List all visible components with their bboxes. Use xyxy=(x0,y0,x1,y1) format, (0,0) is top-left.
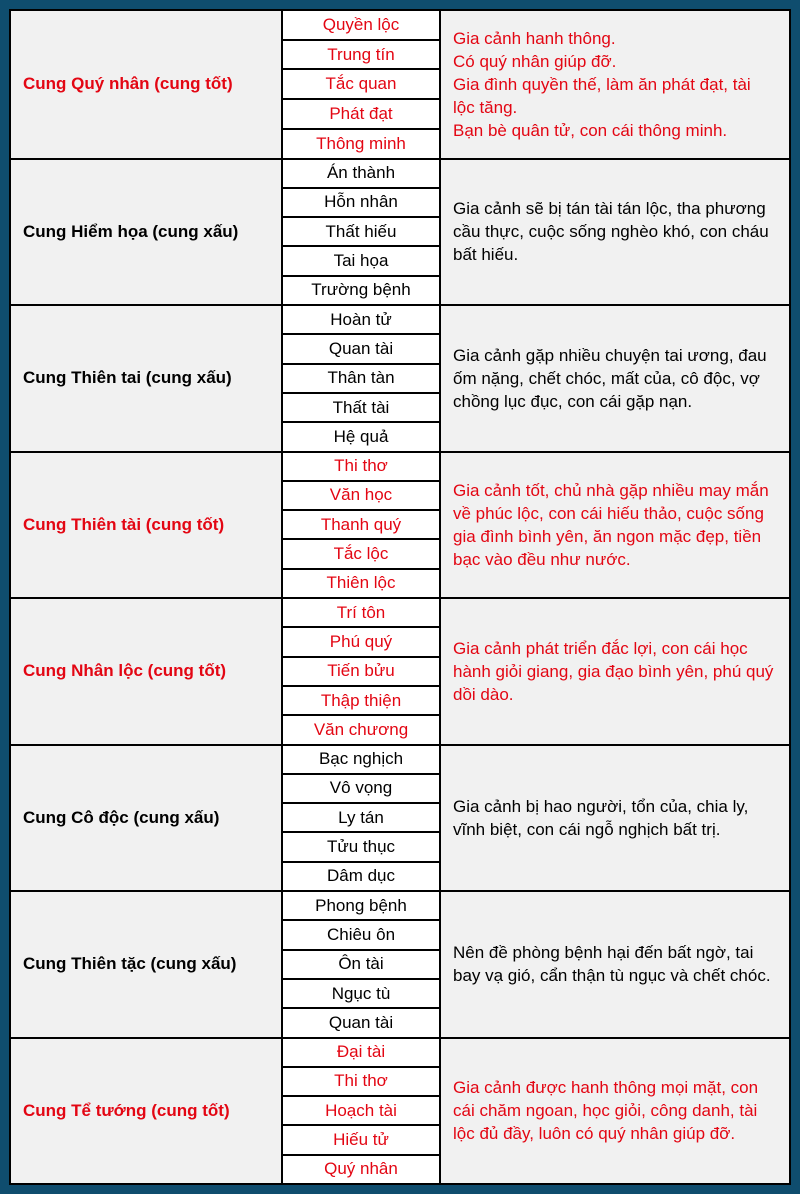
star-cell: Tiến bửu xyxy=(283,656,439,685)
table-row xyxy=(11,597,789,744)
star-cell: Văn chương xyxy=(283,714,439,743)
star-cell: Ngục tù xyxy=(283,978,439,1007)
star-cell: Phong bệnh xyxy=(315,895,407,915)
star-cell: Trường bệnh xyxy=(283,275,439,304)
table-row xyxy=(11,451,789,598)
star-list xyxy=(283,892,441,1037)
star-cell: Trung tín xyxy=(283,39,439,69)
cung-description xyxy=(441,160,789,305)
star-cell: Thông minh xyxy=(283,128,439,158)
table-row xyxy=(11,744,789,891)
star-cell: Tắc quan xyxy=(283,68,439,98)
star-cell: Thanh quý xyxy=(283,509,439,538)
star-list xyxy=(283,746,441,891)
cung-description-text: Gia cảnh bị hao người, tổn của, chia ly, vĩnh biệt, con cái ngỗ nghịch bất trị. xyxy=(453,796,749,839)
cung-description-text: Gia cảnh được hanh thông mọi mặt, con cái chăm ngoan, học giỏi, công danh, tài lộc đủ đầy, luôn có quý nhân giúp đỡ. xyxy=(453,1078,759,1144)
cung-description-text: Nên đề phòng bệnh hại đến bất ngờ, tai bay vạ gió, cẩn thận tù ngục và chết chóc. xyxy=(453,943,771,986)
star-cell: Quý nhân xyxy=(283,1154,439,1183)
cung-description-text: Gia cảnh phát triển đắc lợi, con cái học hành giỏi giang, gia đạo bình yên, phú quý dồi dào. xyxy=(453,638,774,704)
cung-name: Cung Thiên tai (cung xấu) xyxy=(11,306,283,451)
star-cell: Thi thơ xyxy=(334,456,388,476)
star-cell: Thân tàn xyxy=(283,363,439,392)
star-cell: Tai họa xyxy=(283,245,439,274)
star-cell: Thất hiếu xyxy=(283,216,439,245)
star-cell: Phát đạt xyxy=(283,98,439,128)
cung-description xyxy=(441,11,789,158)
star-cell: Dâm dục xyxy=(283,861,439,890)
cung-description-text: Gia cảnh tốt, chủ nhà gặp nhiều may mắn về phúc lộc, con cái hiếu thảo, cuộc sống gia đình bình yên, ăn ngon mặc đẹp, tiền bạc vào đều như nước. xyxy=(453,480,769,569)
star-cell: Phú quý xyxy=(283,626,439,655)
star-cell: Trí tôn xyxy=(336,602,386,622)
star-list xyxy=(283,306,441,451)
star-cell: Thiên lộc xyxy=(283,568,439,597)
cung-description-text: Gia cảnh sẽ bị tán tài tán lộc, tha phương cầu thực, cuộc sống nghèo khó, con cháu bất hiếu. xyxy=(453,199,769,265)
star-cell: Hiếu tử xyxy=(283,1124,439,1153)
star-cell: Đại tài xyxy=(336,1042,386,1062)
star-cell: Hoạch tài xyxy=(283,1095,439,1124)
table-row xyxy=(11,1037,789,1184)
cung-description xyxy=(441,1039,789,1184)
table-row xyxy=(11,890,789,1037)
star-list xyxy=(283,160,441,305)
star-cell: Bạc nghịch xyxy=(318,749,404,769)
cung-description-text: Gia cảnh hanh thông. Có quý nhân giúp đỡ. Gia đình quyền thế, làm ăn phát đạt, tài lộc tăng. Bạn bè quân tử, con cái thông minh. xyxy=(453,28,751,140)
cung-name: Cung Hiểm họa (cung xấu) xyxy=(11,160,283,305)
star-cell: Tửu thục xyxy=(283,831,439,860)
cung-description xyxy=(441,599,789,744)
star-list xyxy=(283,453,441,598)
cung-name: Cung Thiên tài (cung tốt) xyxy=(11,453,283,598)
cung-table xyxy=(9,9,791,1185)
table-row xyxy=(11,11,789,158)
star-cell: Quyền lộc xyxy=(322,14,400,34)
cung-description-text: Gia cảnh gặp nhiều chuyện tai ương, đau ốm nặng, chết chóc, mất của, cô độc, vợ chồng lục đục, con cái gặp nạn. xyxy=(453,345,767,411)
star-cell: Thi thơ xyxy=(283,1066,439,1095)
star-cell: Thất tài xyxy=(283,392,439,421)
star-cell: Thập thiện xyxy=(283,685,439,714)
star-cell: Hoàn tử xyxy=(330,309,392,329)
star-cell: Văn học xyxy=(283,480,439,509)
star-list xyxy=(283,1039,441,1184)
star-list xyxy=(283,599,441,744)
table-row xyxy=(11,304,789,451)
cung-description xyxy=(441,892,789,1037)
cung-description xyxy=(441,306,789,451)
star-cell: Hệ quả xyxy=(283,421,439,450)
cung-name: Cung Tể tướng (cung tốt) xyxy=(11,1039,283,1184)
cung-description xyxy=(441,453,789,598)
star-cell: Chiêu ôn xyxy=(283,919,439,948)
star-cell: Quan tài xyxy=(283,333,439,362)
cung-name: Cung Cô độc (cung xấu) xyxy=(11,746,283,891)
star-cell: Tắc lộc xyxy=(283,538,439,567)
table-row xyxy=(11,158,789,305)
star-cell: Hỗn nhân xyxy=(283,187,439,216)
star-cell: Quan tài xyxy=(283,1007,439,1036)
cung-name: Cung Quý nhân (cung tốt) xyxy=(11,11,283,158)
cung-name: Cung Nhân lộc (cung tốt) xyxy=(11,599,283,744)
star-cell: Ly tán xyxy=(283,802,439,831)
star-cell: Ôn tài xyxy=(283,949,439,978)
cung-description xyxy=(441,746,789,891)
star-cell: Án thành xyxy=(326,163,396,183)
star-list xyxy=(283,11,441,158)
cung-name: Cung Thiên tặc (cung xấu) xyxy=(11,892,283,1037)
star-cell: Vô vọng xyxy=(283,773,439,802)
